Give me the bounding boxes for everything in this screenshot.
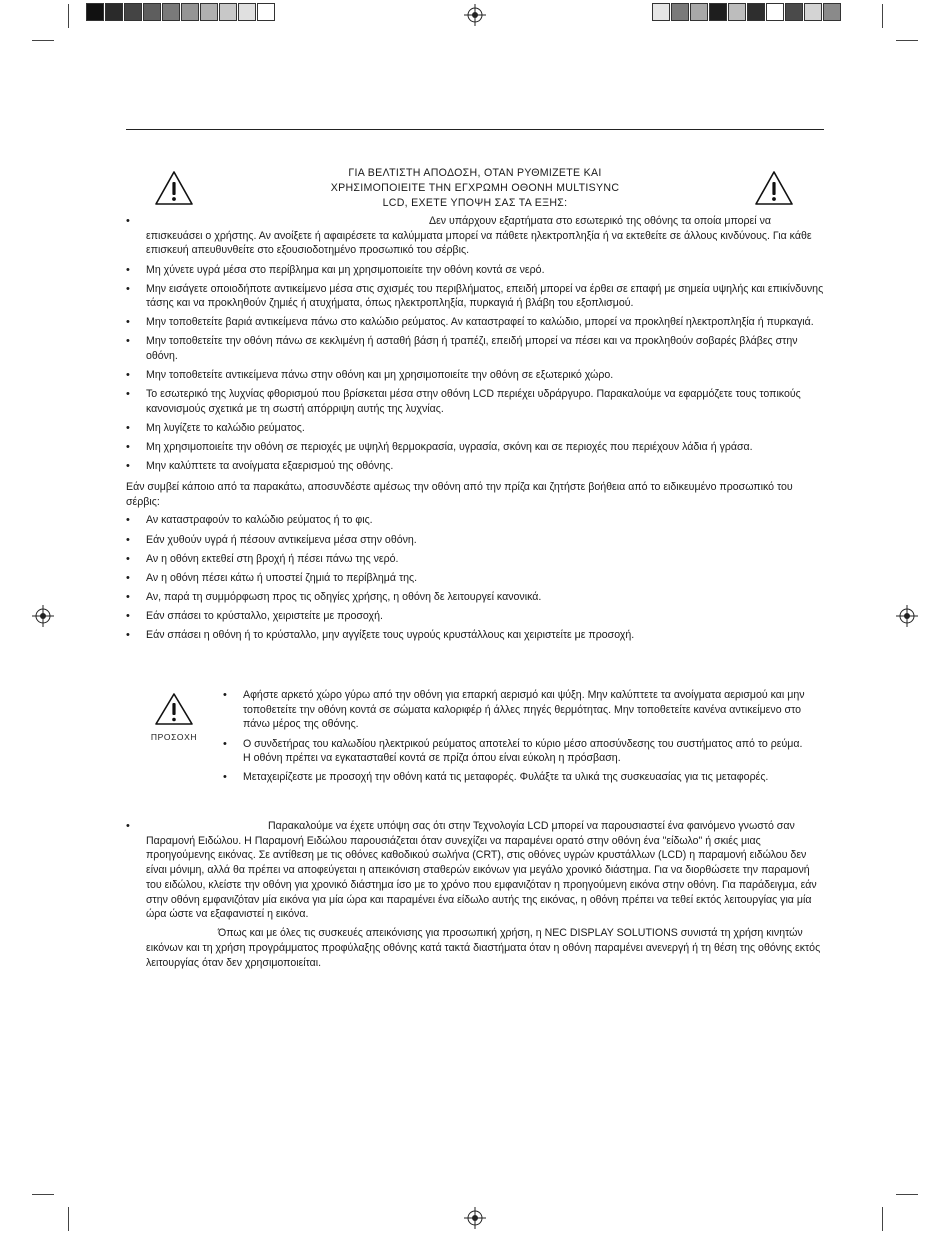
color-bar-cell (200, 3, 218, 21)
list-item: • Μην τοποθετείτε την οθόνη πάνω σε κεκλιμένη ή ασταθή βάση ή τραπέζι, επειδή μπορεί να πέσει και να προκληθούν σοβαρές βλάβες στην οθόνη. (126, 334, 826, 363)
crop-mark (896, 1194, 918, 1195)
color-bar-cell (105, 3, 123, 21)
header-rule (126, 129, 824, 130)
crop-mark (882, 1207, 883, 1231)
list-item: • Αν, παρά τη συμμόρφωση προς τις οδηγίες χρήσης, η οθόνη δε λειτουργεί κανονικά. (126, 590, 826, 605)
color-bar-cell (124, 3, 142, 21)
list-item: • Μην καλύπτετε τα ανοίγματα εξαερισμού της οθόνης. (126, 459, 826, 474)
list-item: • Εάν σπάσει η οθόνη ή το κρύσταλλο, μην αγγίξετε τους υγρούς κρυστάλλους και χειριστείτε με προσοχή. (126, 628, 826, 643)
list-item: • Εάν σπάσει το κρύσταλλο, χειριστείτε με προσοχή. (126, 609, 826, 624)
list-item: • Μη χύνετε υγρά μέσα στο περίβλημα και μη χρησιμοποιείτε την οθόνη κοντά σε νερό. (126, 263, 826, 278)
color-bar-cell (162, 3, 180, 21)
list-item: • Αν καταστραφούν το καλώδιο ρεύματος ή το φις. (126, 513, 826, 528)
color-bar-cell (823, 3, 841, 21)
crop-mark (882, 4, 883, 28)
color-bar-cell (86, 3, 104, 21)
safety-content (126, 214, 826, 647)
list-item: • Ο συνδετήρας του καλωδίου ηλεκτρικού ρεύματος αποτελεί το κύριο μέσο αποσύνδεσης του συστήματος από το ρεύμα. Η οθόνη πρέπει να εγκατασταθεί κοντά σε πρίζα όπου είναι εύκολη η πρόσβαση. (223, 737, 813, 766)
image-persistence-list (126, 819, 826, 922)
caution-triangle-icon (154, 692, 194, 726)
color-bar-cell (652, 3, 670, 21)
color-bar-cell (671, 3, 689, 21)
color-bar-cell (257, 3, 275, 21)
crop-mark (896, 40, 918, 41)
list-item: • Παρακαλούμε να έχετε υπόψη σας ότι στην Τεχνολογία LCD μπορεί να παρουσιαστεί ένα φαινόμενο γνωστό σαν Παραμονή Ειδώλου. Η Παραμονή Ειδώλου παρουσιάζεται όταν συνεχίζει να παραμένει ορατό στην οθόνη ένα "είδωλο" ή σκιές μιας προηγούμενης εικόνας. Σε αντίθεση με τις οθόνες καθοδικού σωλήνα (CRT), στις οθόνες υγρών κρυστάλλων (LCD) η παραμονή ειδώλου δεν είναι μόνιμη, αλλά θα πρέπει να αποφεύγεται η απεικόνιση σταθερών εικόνων για μεγάλο χρονικό διάστημα. Για να διορθώσετε την παραμονή του ειδώλου, κλείστε την οθόνη για χρονικό διάστημα ίσο με το χρόνο που εμφανιζόταν η προηγούμενη εικόνα στην οθόνη. Για παράδειγμα, εάν στην οθόνη εμφανιζόταν μία εικόνα για μία ώρα και παραμένει ένα είδωλο αυτής της εικόνας, η οθόνη πρέπει να τεθεί εκτός λειτουργίας για μία ώρα ώστε να εξαφανιστεί η εικόνα. (126, 819, 826, 922)
registration-mark-icon (464, 1207, 486, 1229)
safety-list (126, 214, 826, 474)
list-item: • Το εσωτερικό της λυχνίας φθορισμού που βρίσκεται μέσα στην οθόνη LCD περιέχει υδράργυρο. Παρακαλούμε να εφαρμόζετε τους τοπικούς κανονισμούς σχετικά με τη σωστή απόρριψη αυτής της λυχνίας. (126, 387, 826, 416)
caution-label: ΠΡΟΣΟΧΗ (150, 732, 198, 742)
disconnect-intro: Εάν συμβεί κάποιο από τα παρακάτω, αποσυνδέστε αμέσως την οθόνη από την πρίζα και ζητήστε βοήθεια από το ειδικευμένο προσωπικό του σέρβις: (126, 481, 793, 508)
list-item: • Μην τοποθετείτε βαριά αντικείμενα πάνω στο καλώδιο ρεύματος. Αν καταστραφεί το καλώδιο, μπορεί να προκληθεί ηλεκτροπληξία ή πυρκαγιά. (126, 315, 826, 330)
color-bar-cell (181, 3, 199, 21)
crop-mark (32, 1194, 54, 1195)
nec-note: Όπως και με όλες τις συσκευές απεικόνισης για προσωπική χρήση, η NEC DISPLAY SOLUTIONS συνιστά τη χρήση κινητών εικόνων και τη χρήση προγράμματος προφύλαξης οθόνης κατά τακτά διαστήματα όταν η οθόνη παραμένει ανενεργή ή τη θέση της οθόνης εκτός λειτουργίας όταν δεν χρησιμοποιείται. (146, 927, 821, 969)
color-bar-cell (690, 3, 708, 21)
color-bar-cell (747, 3, 765, 21)
color-bar-cell (785, 3, 803, 21)
heading-line: ΧΡΗΣΙΜΟΠΟΙΕΙΤΕ ΤΗΝ ΕΓΧΡΩΜΗ ΟΘΟΝΗ MULTISYNC (330, 182, 620, 194)
list-item: • Μην εισάγετε οποιοδήποτε αντικείμενο μέσα στις σχισμές του περιβλήματος, επειδή μπορεί να έρθει σε επαφή με σημεία υψηλής και επικίνδυνης τάσης και να προκληθούν ζημιές ή ατυχήματα, όπως ηλεκτροπληξία, πυρκαγιά ή βλάβη του εξοπλισμού. (126, 282, 826, 311)
registration-mark-icon (464, 4, 486, 26)
list-item: • Μη χρησιμοποιείτε την οθόνη σε περιοχές με υψηλή θερμοκρασία, υγρασία, σκόνη και σε περιοχές που περιέχουν λάδια ή γράσα. (126, 440, 826, 455)
heading-line: ΓΙΑ ΒΕΛΤΙΣΤΗ ΑΠΟΔΟΣΗ, ΟΤΑΝ ΡΥΘΜΙΖΕΤΕ ΚΑΙ (348, 167, 602, 179)
color-bar-cell (766, 3, 784, 21)
color-bar-cell (219, 3, 237, 21)
image-persistence-section (126, 819, 826, 974)
heading-line: LCD, ΕΧΕΤΕ ΥΠΟΨΗ ΣΑΣ ΤΑ ΕΞΗΣ: (382, 197, 568, 209)
crop-mark (68, 4, 69, 28)
list-item: • Μεταχειρίζεστε με προσοχή την οθόνη κατά τις μεταφορές. Φυλάξτε τα υλικά της συσκευασίας για τις μεταφορές. (223, 770, 813, 785)
caution-list (223, 688, 813, 789)
disconnect-list (126, 513, 826, 642)
list-item: • Μην τοποθετείτε αντικείμενα πάνω στην οθόνη και μη χρησιμοποιείτε την οθόνη σε εξωτερικό χώρο. (126, 368, 826, 383)
list-item: • Μη λυγίζετε το καλώδιο ρεύματος. (126, 421, 826, 436)
color-bar-left (86, 3, 276, 21)
warning-triangle-icon (754, 170, 794, 206)
list-item: • Δεν υπάρχουν εξαρτήματα στο εσωτερικό της οθόνης τα οποία μπορεί να επισκευάσει ο χρήστης. Αν ανοίξετε ή αφαιρέσετε τα καλύμματα μπορεί να πάθετε ηλεκτροπληξία ή να εκτεθείτε σε άλλους κινδύνους. Για κάθε επισκευή απευθυνθείτε στο εξουσιοδοτημένο προσωπικό του σέρβις. (126, 214, 826, 258)
list-item: • Εάν χυθούν υγρά ή πέσουν αντικείμενα μέσα στην οθόνη. (126, 533, 826, 548)
warning-triangle-icon (154, 170, 194, 206)
crop-mark (68, 1207, 69, 1231)
list-item: • Αν η οθόνη πέσει κάτω ή υποστεί ζημιά το περίβλημά της. (126, 571, 826, 586)
color-bar-cell (709, 3, 727, 21)
crop-mark (32, 40, 54, 41)
list-item: • Αν η οθόνη εκτεθεί στη βροχή ή πέσει πάνω της νερό. (126, 552, 826, 567)
registration-mark-icon (896, 605, 918, 627)
color-bar-cell (143, 3, 161, 21)
registration-mark-icon (32, 605, 54, 627)
safety-heading (220, 166, 730, 211)
color-bar-cell (804, 3, 822, 21)
color-bar-right (652, 3, 842, 21)
color-bar-cell (728, 3, 746, 21)
color-bar-cell (238, 3, 256, 21)
list-item: • Αφήστε αρκετό χώρο γύρω από την οθόνη για επαρκή αερισμό και ψύξη. Μην καλύπτετε τα ανοίγματα αερισμού και μην τοποθετείτε την οθόνη κοντά σε σώματα καλοριφέρ ή άλλες πηγές θερμότητας. Μην τοποθετείτε κανένα αντικείμενο στο πάνω μέρος της οθόνης. (223, 688, 813, 732)
